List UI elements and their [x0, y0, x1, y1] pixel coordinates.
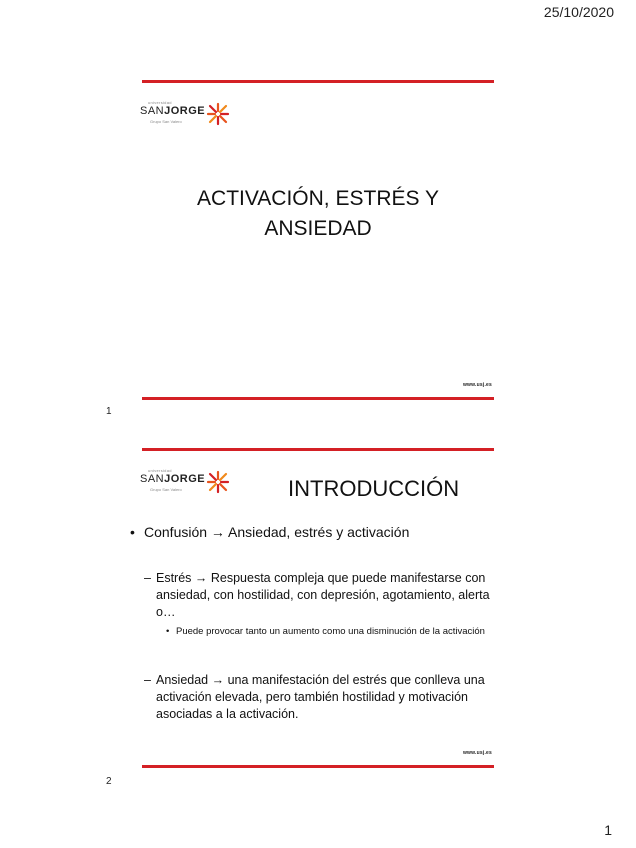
top-red-divider — [142, 80, 494, 83]
website-url: www.usj.es — [462, 750, 492, 756]
bullet-level-3 — [166, 624, 496, 639]
print-date: 25/10/2020 — [543, 4, 614, 20]
slide-title-line-2: ANSIEDAD — [264, 217, 372, 240]
logo-name-bold: JORGE — [164, 105, 206, 117]
bullet-dot-icon: • — [166, 626, 170, 637]
slide-number: 1 — [106, 406, 112, 417]
bullet-text: Puede provocar tanto un aumento como una disminución de la activación — [176, 626, 485, 637]
logo-top-text: universidad — [148, 100, 172, 105]
logo-name-light: SAN — [140, 473, 165, 485]
bullet-level-2-estres — [144, 570, 494, 621]
bullet-text: Ansiedad → una manifestación del estrés que conlleva una activación elevada, pero también hostilidad y motivación asociadas a la activación. — [156, 673, 485, 721]
bullet-text: Estrés → Respuesta compleja que puede manifestarse con ansiedad, con hostilidad, con depresión, agotamiento, alerta o… — [156, 571, 490, 619]
bullet-level-2-ansiedad — [144, 672, 494, 723]
dash-icon: – — [144, 673, 151, 687]
starburst-logo-icon — [206, 470, 230, 494]
logo-name-light: SAN — [140, 105, 165, 117]
logo-top-text: universidad — [148, 468, 172, 473]
logo-name-bold: JORGE — [164, 473, 206, 485]
bullet-dot-icon: • — [130, 524, 135, 540]
slide-2 — [106, 448, 494, 787]
dash-icon: – — [144, 571, 151, 585]
slide-1 — [106, 80, 494, 417]
top-red-divider — [142, 448, 494, 451]
slide-number: 2 — [106, 776, 112, 787]
university-logo — [140, 100, 232, 128]
website-url: www.usj.es — [462, 382, 492, 388]
slide-title: INTRODUCCIÓN — [288, 476, 460, 501]
logo-bottom-text: Grupo San Valero — [150, 487, 182, 492]
bottom-red-divider — [142, 397, 494, 400]
logo-name — [140, 473, 205, 485]
logo-bottom-text: Grupo San Valero — [150, 119, 182, 124]
university-logo — [140, 468, 232, 496]
bottom-red-divider — [142, 765, 494, 768]
bullet-level-1 — [130, 524, 409, 540]
bullet-text: Confusión → Ansiedad, estrés y activación — [144, 524, 410, 540]
page-number: 1 — [604, 822, 612, 838]
starburst-logo-icon — [206, 102, 230, 126]
slide-title-line-1: ACTIVACIÓN, ESTRÉS Y — [197, 187, 439, 210]
logo-name — [140, 105, 205, 117]
slide-title — [142, 184, 494, 244]
